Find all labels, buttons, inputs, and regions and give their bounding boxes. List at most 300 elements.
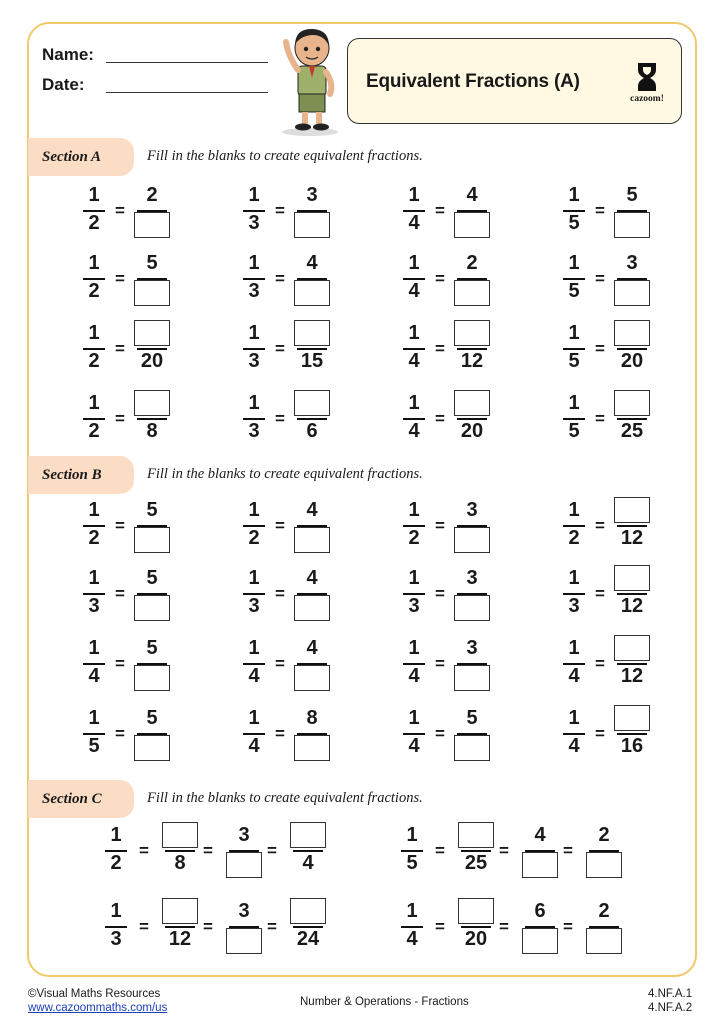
fraction bbox=[395, 497, 433, 553]
equals-sign: = bbox=[115, 724, 125, 743]
title-box bbox=[347, 38, 682, 124]
numerator: 1 bbox=[110, 824, 122, 846]
fraction bbox=[555, 497, 593, 553]
equals-sign: = bbox=[115, 201, 125, 220]
denominator-answer-box[interactable] bbox=[454, 280, 490, 306]
name-label: Name: bbox=[42, 45, 94, 64]
fraction bbox=[613, 705, 651, 761]
section-c-instruction: Fill in the blanks to create equivalent fractions. bbox=[147, 790, 423, 806]
equals-sign: = bbox=[267, 917, 277, 936]
equals-sign: = bbox=[139, 917, 149, 936]
denominator: 8 bbox=[146, 420, 158, 442]
denominator: 20 bbox=[460, 420, 484, 442]
equals-sign: = bbox=[275, 269, 285, 288]
denominator-answer-box[interactable] bbox=[294, 665, 330, 691]
denominator-answer-box[interactable] bbox=[294, 595, 330, 621]
equals-sign: = bbox=[435, 409, 445, 428]
denominator: 12 bbox=[620, 595, 644, 617]
denominator-answer-box[interactable] bbox=[134, 595, 170, 621]
denominator: 4 bbox=[406, 928, 418, 950]
fraction bbox=[395, 635, 433, 691]
numerator: 5 bbox=[146, 707, 158, 729]
fraction bbox=[293, 705, 331, 761]
equals-sign: = bbox=[275, 339, 285, 358]
numerator: 1 bbox=[568, 252, 580, 274]
fraction bbox=[225, 898, 263, 954]
numerator: 5 bbox=[626, 184, 638, 206]
numerator: 3 bbox=[626, 252, 638, 274]
equals-sign: = bbox=[595, 724, 605, 743]
denominator: 16 bbox=[620, 735, 644, 757]
fraction bbox=[235, 250, 273, 306]
equals-sign: = bbox=[275, 516, 285, 535]
equals-sign: = bbox=[435, 841, 445, 860]
numerator: 1 bbox=[88, 707, 100, 729]
fraction bbox=[613, 250, 651, 306]
numerator: 1 bbox=[568, 322, 580, 344]
denominator: 2 bbox=[568, 527, 580, 549]
fraction bbox=[293, 497, 331, 553]
denominator: 20 bbox=[140, 350, 164, 372]
equals-sign: = bbox=[115, 339, 125, 358]
denominator: 5 bbox=[568, 350, 580, 372]
numerator: 1 bbox=[408, 184, 420, 206]
fraction bbox=[133, 705, 171, 761]
equals-sign: = bbox=[203, 917, 213, 936]
numerator: 1 bbox=[408, 252, 420, 274]
fraction bbox=[133, 635, 171, 691]
denominator-answer-box[interactable] bbox=[134, 212, 170, 238]
numerator-answer-box[interactable] bbox=[134, 320, 170, 346]
equals-sign: = bbox=[595, 339, 605, 358]
denominator: 3 bbox=[88, 595, 100, 617]
section-b-label: Section B bbox=[28, 456, 134, 494]
fraction bbox=[395, 320, 433, 376]
denominator: 3 bbox=[248, 212, 260, 234]
denominator: 3 bbox=[110, 928, 122, 950]
fraction bbox=[161, 898, 199, 954]
hourglass-icon bbox=[624, 61, 670, 93]
fraction bbox=[235, 390, 273, 446]
standard-code-1: 4.NF.A.1 bbox=[648, 988, 693, 1000]
denominator: 2 bbox=[88, 527, 100, 549]
numerator-answer-box[interactable] bbox=[290, 822, 326, 848]
numerator-answer-box[interactable] bbox=[614, 497, 650, 523]
fraction bbox=[235, 497, 273, 553]
denominator-answer-box[interactable] bbox=[294, 212, 330, 238]
numerator: 3 bbox=[238, 900, 250, 922]
equals-sign: = bbox=[435, 654, 445, 673]
equals-sign: = bbox=[435, 201, 445, 220]
equals-sign: = bbox=[115, 269, 125, 288]
equals-sign: = bbox=[595, 201, 605, 220]
fraction bbox=[75, 182, 113, 238]
numerator: 1 bbox=[88, 252, 100, 274]
numerator: 3 bbox=[466, 567, 478, 589]
fraction bbox=[453, 390, 491, 446]
denominator: 20 bbox=[464, 928, 488, 950]
numerator-answer-box[interactable] bbox=[454, 390, 490, 416]
cazoom-logo bbox=[624, 61, 670, 107]
denominator: 4 bbox=[568, 735, 580, 757]
numerator: 3 bbox=[466, 499, 478, 521]
denominator: 4 bbox=[408, 212, 420, 234]
fraction bbox=[75, 390, 113, 446]
denominator: 5 bbox=[88, 735, 100, 757]
numerator: 1 bbox=[408, 392, 420, 414]
equals-sign: = bbox=[115, 516, 125, 535]
numerator-answer-box[interactable] bbox=[614, 390, 650, 416]
denominator: 6 bbox=[306, 420, 318, 442]
denominator: 4 bbox=[408, 280, 420, 302]
denominator-answer-box[interactable] bbox=[454, 212, 490, 238]
fraction bbox=[235, 565, 273, 621]
equals-sign: = bbox=[275, 654, 285, 673]
denominator: 4 bbox=[88, 665, 100, 687]
numerator: 3 bbox=[466, 637, 478, 659]
denominator: 3 bbox=[248, 350, 260, 372]
equals-sign: = bbox=[139, 841, 149, 860]
numerator-answer-box[interactable] bbox=[454, 320, 490, 346]
numerator: 1 bbox=[248, 322, 260, 344]
worksheet-title: Equivalent Fractions (A) bbox=[366, 71, 580, 92]
numerator: 4 bbox=[306, 252, 318, 274]
denominator-answer-box[interactable] bbox=[586, 928, 622, 954]
equals-sign: = bbox=[563, 917, 573, 936]
equals-sign: = bbox=[115, 584, 125, 603]
equals-sign: = bbox=[595, 269, 605, 288]
denominator: 3 bbox=[568, 595, 580, 617]
numerator: 3 bbox=[238, 824, 250, 846]
fraction bbox=[293, 390, 331, 446]
numerator: 8 bbox=[306, 707, 318, 729]
fraction bbox=[555, 705, 593, 761]
equals-sign: = bbox=[275, 409, 285, 428]
numerator: 1 bbox=[88, 392, 100, 414]
denominator: 5 bbox=[568, 212, 580, 234]
equals-sign: = bbox=[435, 917, 445, 936]
numerator: 1 bbox=[88, 637, 100, 659]
denominator: 15 bbox=[300, 350, 324, 372]
equals-sign: = bbox=[595, 409, 605, 428]
fraction bbox=[395, 250, 433, 306]
equals-sign: = bbox=[595, 654, 605, 673]
numerator-answer-box[interactable] bbox=[294, 390, 330, 416]
date-label: Date: bbox=[42, 75, 85, 94]
denominator: 24 bbox=[296, 928, 320, 950]
fraction bbox=[393, 898, 431, 954]
numerator: 5 bbox=[146, 252, 158, 274]
equals-sign: = bbox=[115, 409, 125, 428]
numerator: 1 bbox=[406, 900, 418, 922]
fraction bbox=[133, 390, 171, 446]
denominator: 4 bbox=[302, 852, 314, 874]
numerator: 1 bbox=[408, 499, 420, 521]
numerator: 3 bbox=[306, 184, 318, 206]
copyright-text: ©Visual Maths Resources bbox=[28, 988, 161, 1000]
denominator: 4 bbox=[408, 665, 420, 687]
fraction bbox=[235, 320, 273, 376]
fraction bbox=[395, 705, 433, 761]
standard-code-2: 4.NF.A.2 bbox=[648, 1002, 693, 1014]
numerator: 2 bbox=[598, 824, 610, 846]
numerator: 2 bbox=[598, 900, 610, 922]
fraction bbox=[453, 705, 491, 761]
numerator: 1 bbox=[408, 707, 420, 729]
denominator: 2 bbox=[248, 527, 260, 549]
numerator-answer-box[interactable] bbox=[458, 822, 494, 848]
denominator: 2 bbox=[88, 420, 100, 442]
denominator: 4 bbox=[248, 665, 260, 687]
fraction bbox=[235, 182, 273, 238]
numerator: 1 bbox=[88, 567, 100, 589]
denominator: 3 bbox=[248, 420, 260, 442]
denominator-answer-box[interactable] bbox=[134, 280, 170, 306]
numerator: 5 bbox=[466, 707, 478, 729]
denominator: 2 bbox=[110, 852, 122, 874]
fraction bbox=[453, 250, 491, 306]
website-link[interactable]: www.cazoommaths.com/us bbox=[28, 1002, 168, 1014]
equals-sign: = bbox=[563, 841, 573, 860]
denominator: 12 bbox=[460, 350, 484, 372]
numerator-answer-box[interactable] bbox=[134, 390, 170, 416]
section-a-label: Section A bbox=[28, 138, 134, 176]
numerator: 1 bbox=[248, 707, 260, 729]
numerator-answer-box[interactable] bbox=[294, 320, 330, 346]
fraction bbox=[585, 822, 623, 878]
numerator-answer-box[interactable] bbox=[162, 898, 198, 924]
fraction bbox=[453, 565, 491, 621]
fraction bbox=[453, 320, 491, 376]
equals-sign: = bbox=[435, 339, 445, 358]
numerator: 5 bbox=[146, 499, 158, 521]
equals-sign: = bbox=[435, 516, 445, 535]
fraction bbox=[75, 320, 113, 376]
fraction bbox=[293, 635, 331, 691]
denominator-answer-box[interactable] bbox=[294, 280, 330, 306]
equals-sign: = bbox=[275, 724, 285, 743]
section-c-label: Section C bbox=[28, 780, 134, 818]
denominator: 12 bbox=[168, 928, 192, 950]
fraction bbox=[613, 565, 651, 621]
fraction bbox=[293, 182, 331, 238]
numerator: 1 bbox=[88, 184, 100, 206]
numerator: 1 bbox=[248, 567, 260, 589]
denominator: 2 bbox=[88, 212, 100, 234]
equals-sign: = bbox=[499, 917, 509, 936]
fraction bbox=[613, 497, 651, 553]
fraction bbox=[289, 822, 327, 878]
denominator: 5 bbox=[568, 420, 580, 442]
denominator: 3 bbox=[248, 280, 260, 302]
fraction bbox=[133, 182, 171, 238]
section-b-instruction: Fill in the blanks to create equivalent fractions. bbox=[147, 466, 423, 482]
denominator: 2 bbox=[88, 350, 100, 372]
numerator-answer-box[interactable] bbox=[614, 635, 650, 661]
numerator: 1 bbox=[408, 322, 420, 344]
denominator: 4 bbox=[568, 665, 580, 687]
numerator: 1 bbox=[408, 567, 420, 589]
numerator: 1 bbox=[568, 392, 580, 414]
fraction bbox=[393, 822, 431, 878]
denominator-answer-box[interactable] bbox=[522, 928, 558, 954]
name-line[interactable] bbox=[106, 62, 268, 63]
denominator: 5 bbox=[568, 280, 580, 302]
denominator-answer-box[interactable] bbox=[454, 735, 490, 761]
numerator: 1 bbox=[88, 322, 100, 344]
denominator-answer-box[interactable] bbox=[134, 735, 170, 761]
fraction bbox=[75, 497, 113, 553]
denominator: 2 bbox=[408, 527, 420, 549]
numerator-answer-box[interactable] bbox=[290, 898, 326, 924]
fraction bbox=[293, 250, 331, 306]
fraction bbox=[585, 898, 623, 954]
fraction bbox=[555, 390, 593, 446]
denominator: 5 bbox=[406, 852, 418, 874]
numerator-answer-box[interactable] bbox=[614, 565, 650, 591]
fraction bbox=[161, 822, 199, 878]
numerator: 5 bbox=[146, 567, 158, 589]
fraction bbox=[555, 635, 593, 691]
fraction bbox=[555, 565, 593, 621]
numerator: 1 bbox=[248, 252, 260, 274]
numerator: 1 bbox=[406, 824, 418, 846]
numerator: 4 bbox=[306, 499, 318, 521]
topic-text: Number & Operations - Fractions bbox=[300, 996, 469, 1008]
fraction bbox=[555, 320, 593, 376]
fraction bbox=[225, 822, 263, 878]
fraction bbox=[555, 182, 593, 238]
fraction bbox=[521, 822, 559, 878]
denominator: 4 bbox=[408, 350, 420, 372]
numerator: 4 bbox=[306, 567, 318, 589]
denominator: 8 bbox=[174, 852, 186, 874]
denominator: 3 bbox=[408, 595, 420, 617]
denominator-answer-box[interactable] bbox=[226, 852, 262, 878]
fraction bbox=[97, 898, 135, 954]
denominator-answer-box[interactable] bbox=[454, 527, 490, 553]
equals-sign: = bbox=[499, 841, 509, 860]
fraction bbox=[457, 822, 495, 878]
student-illustration bbox=[272, 26, 344, 138]
numerator: 1 bbox=[568, 637, 580, 659]
fraction bbox=[521, 898, 559, 954]
fraction bbox=[75, 635, 113, 691]
equals-sign: = bbox=[435, 269, 445, 288]
numerator: 1 bbox=[568, 567, 580, 589]
denominator-answer-box[interactable] bbox=[454, 665, 490, 691]
denominator: 25 bbox=[620, 420, 644, 442]
denominator-answer-box[interactable] bbox=[134, 527, 170, 553]
equals-sign: = bbox=[595, 584, 605, 603]
denominator: 2 bbox=[88, 280, 100, 302]
equals-sign: = bbox=[595, 516, 605, 535]
section-a-instruction: Fill in the blanks to create equivalent fractions. bbox=[147, 148, 423, 164]
numerator: 5 bbox=[146, 637, 158, 659]
denominator: 20 bbox=[620, 350, 644, 372]
numerator: 1 bbox=[88, 499, 100, 521]
numerator: 1 bbox=[248, 184, 260, 206]
numerator: 1 bbox=[568, 184, 580, 206]
equals-sign: = bbox=[267, 841, 277, 860]
fraction bbox=[235, 705, 273, 761]
denominator-answer-box[interactable] bbox=[522, 852, 558, 878]
date-line[interactable] bbox=[106, 92, 268, 93]
denominator-answer-box[interactable] bbox=[454, 595, 490, 621]
denominator-answer-box[interactable] bbox=[226, 928, 262, 954]
denominator-answer-box[interactable] bbox=[294, 527, 330, 553]
numerator: 1 bbox=[408, 637, 420, 659]
logo-text: cazoom! bbox=[630, 94, 664, 104]
numerator: 4 bbox=[306, 637, 318, 659]
fraction bbox=[235, 635, 273, 691]
numerator: 4 bbox=[466, 184, 478, 206]
denominator-answer-box[interactable] bbox=[134, 665, 170, 691]
fraction bbox=[133, 565, 171, 621]
fraction bbox=[97, 822, 135, 878]
fraction bbox=[613, 320, 651, 376]
fraction bbox=[453, 497, 491, 553]
numerator: 1 bbox=[248, 499, 260, 521]
fraction bbox=[293, 565, 331, 621]
equals-sign: = bbox=[435, 584, 445, 603]
numerator: 1 bbox=[110, 900, 122, 922]
numerator: 1 bbox=[568, 707, 580, 729]
denominator-answer-box[interactable] bbox=[586, 852, 622, 878]
fraction bbox=[289, 898, 327, 954]
equals-sign: = bbox=[275, 584, 285, 603]
numerator: 4 bbox=[534, 824, 546, 846]
numerator-answer-box[interactable] bbox=[614, 705, 650, 731]
fraction bbox=[75, 705, 113, 761]
numerator: 6 bbox=[534, 900, 546, 922]
denominator-answer-box[interactable] bbox=[614, 280, 650, 306]
fraction bbox=[293, 320, 331, 376]
fraction bbox=[555, 250, 593, 306]
fraction bbox=[75, 565, 113, 621]
fraction bbox=[395, 182, 433, 238]
numerator: 2 bbox=[146, 184, 158, 206]
numerator-answer-box[interactable] bbox=[614, 320, 650, 346]
denominator: 4 bbox=[408, 420, 420, 442]
fraction bbox=[75, 250, 113, 306]
fraction bbox=[453, 182, 491, 238]
equals-sign: = bbox=[435, 724, 445, 743]
fraction bbox=[133, 497, 171, 553]
fraction bbox=[613, 635, 651, 691]
denominator: 4 bbox=[408, 735, 420, 757]
fraction bbox=[613, 182, 651, 238]
denominator: 12 bbox=[620, 527, 644, 549]
equals-sign: = bbox=[203, 841, 213, 860]
denominator-answer-box[interactable] bbox=[294, 735, 330, 761]
denominator-answer-box[interactable] bbox=[614, 212, 650, 238]
fraction bbox=[457, 898, 495, 954]
fraction bbox=[613, 390, 651, 446]
fraction bbox=[395, 390, 433, 446]
numerator-answer-box[interactable] bbox=[458, 898, 494, 924]
denominator: 3 bbox=[248, 595, 260, 617]
equals-sign: = bbox=[115, 654, 125, 673]
numerator: 1 bbox=[248, 392, 260, 414]
fraction bbox=[133, 320, 171, 376]
numerator: 1 bbox=[568, 499, 580, 521]
fraction bbox=[133, 250, 171, 306]
denominator: 25 bbox=[464, 852, 488, 874]
numerator-answer-box[interactable] bbox=[162, 822, 198, 848]
denominator: 4 bbox=[248, 735, 260, 757]
fraction bbox=[395, 565, 433, 621]
